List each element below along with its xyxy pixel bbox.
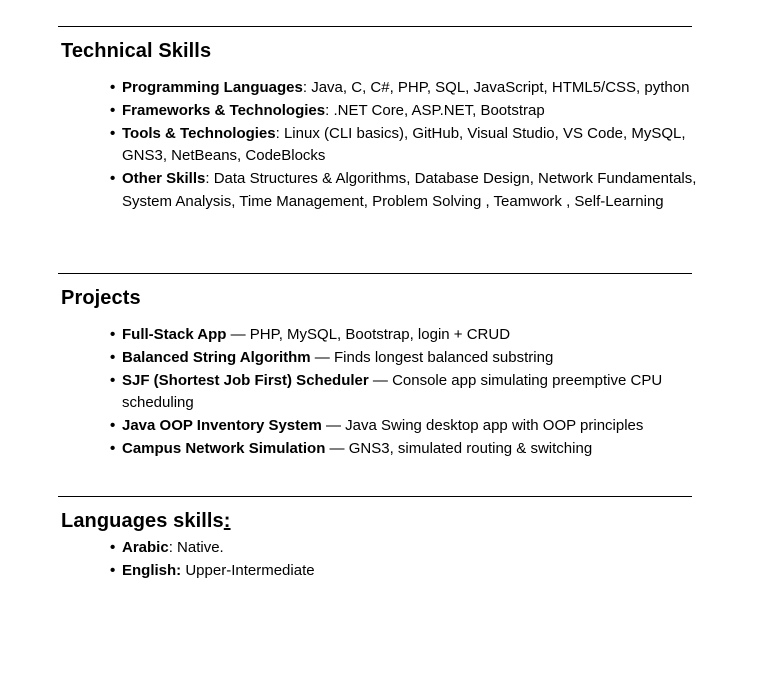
- item-label: Arabic: [122, 539, 169, 556]
- list-item: [110, 415, 700, 438]
- item-label: Full-Stack App: [122, 326, 227, 343]
- item-separator: —: [368, 371, 393, 389]
- item-separator: :: [302, 79, 312, 96]
- item-text: Upper-Intermediate: [185, 561, 315, 579]
- section-heading-languages: [61, 510, 231, 533]
- list-item: [110, 347, 700, 370]
- bullet-icon: •: [110, 539, 116, 556]
- list-item: [110, 100, 700, 123]
- list-item: [110, 168, 700, 214]
- bullet-icon: •: [110, 170, 116, 188]
- item-separator: :: [325, 101, 334, 119]
- item-text: Java, C, C#, PHP, SQL, JavaScript, HTML5/CSS, python: [311, 79, 690, 96]
- languages-list: [110, 537, 700, 583]
- bullet-icon: •: [110, 417, 116, 435]
- section-heading-projects: [61, 287, 141, 310]
- item-separator: :: [205, 170, 214, 188]
- item-label: Programming Languages: [122, 79, 303, 96]
- bullet-icon: •: [110, 371, 116, 389]
- list-item: [110, 560, 700, 583]
- item-text: GNS3, simulated routing & switching: [348, 439, 593, 457]
- item-text: Native.: [177, 539, 224, 556]
- item-label: Java OOP Inventory System: [122, 417, 322, 435]
- item-label: Tools & Technologies: [122, 124, 276, 142]
- section-title: Projects: [61, 287, 141, 309]
- item-text: Data Structures & Algorithms, Database Design, Network Fundamentals, System Analysis, Time Management, Problem Solving , Teamwork , Self-Learning: [122, 170, 697, 210]
- list-item: [110, 537, 700, 560]
- item-separator: —: [226, 326, 250, 343]
- section-title: Languages skills: [61, 510, 224, 532]
- bullet-icon: •: [110, 561, 116, 579]
- item-separator: —: [325, 439, 349, 457]
- item-text: Finds longest balanced substring: [333, 348, 554, 366]
- item-separator: —: [310, 348, 334, 366]
- item-label: SJF (Shortest Job First) Scheduler: [122, 371, 369, 389]
- item-label: English:: [122, 561, 182, 579]
- item-label: Frameworks & Technologies: [122, 101, 326, 119]
- list-item: [110, 123, 700, 169]
- technical-skills-list: [110, 77, 700, 214]
- bullet-icon: •: [110, 101, 116, 119]
- bullet-icon: •: [110, 326, 116, 343]
- section-heading-technical-skills: [61, 40, 211, 63]
- list-item: [110, 438, 700, 461]
- item-label: Balanced String Algorithm: [122, 348, 311, 366]
- item-separator: :: [275, 124, 284, 142]
- item-separator: —: [321, 417, 346, 435]
- item-text: Console app simulating preemptive CPU scheduling: [122, 371, 663, 412]
- item-text: PHP, MySQL, Bootstrap, login + CRUD: [249, 326, 511, 343]
- section-divider-languages: [58, 496, 692, 497]
- bullet-icon: •: [110, 124, 116, 142]
- section-title-suffix: :: [223, 510, 231, 532]
- item-text: Linux (CLI basics), GitHub, Visual Studio, VS Code, MySQL, GNS3, NetBeans, CodeBlocks: [122, 124, 686, 165]
- section-title: Technical Skills: [61, 40, 212, 62]
- item-text: Java Swing desktop app with OOP principles: [345, 417, 644, 435]
- item-separator: :: [168, 539, 178, 556]
- list-item: [110, 324, 700, 347]
- list-item: [110, 370, 700, 416]
- bullet-icon: •: [110, 348, 116, 366]
- item-label: Other Skills: [122, 170, 206, 188]
- bullet-icon: •: [110, 79, 116, 96]
- bullet-icon: •: [110, 439, 116, 457]
- section-divider-projects: [58, 273, 692, 274]
- item-text: .NET Core, ASP.NET, Bootstrap: [333, 101, 545, 119]
- section-divider-technical-skills: [58, 26, 692, 27]
- projects-list: [110, 324, 700, 461]
- item-label: Campus Network Simulation: [122, 439, 326, 457]
- list-item: [110, 77, 700, 100]
